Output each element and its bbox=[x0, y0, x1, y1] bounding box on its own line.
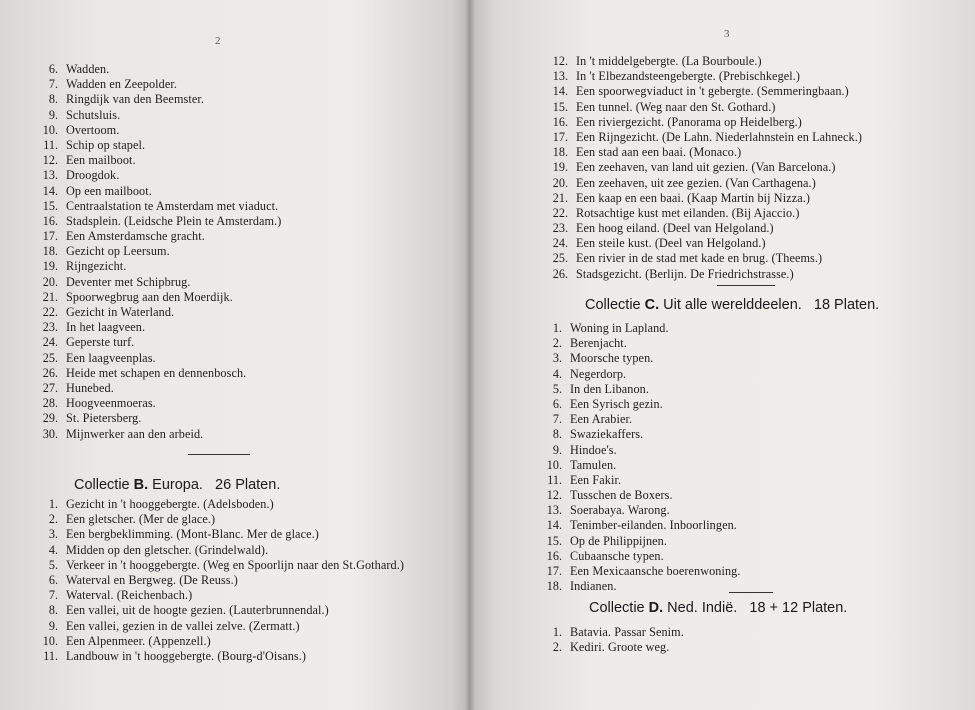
book-gutter bbox=[465, 0, 475, 710]
list-item bbox=[38, 153, 281, 168]
item-number: 13. bbox=[552, 69, 568, 84]
list-item bbox=[38, 351, 281, 366]
list-item bbox=[38, 543, 404, 558]
item-number: 25. bbox=[42, 350, 58, 365]
item-text: Cubaansche typen. bbox=[570, 548, 664, 563]
item-text: Een stad aan een baai. (Monaco.) bbox=[576, 145, 742, 160]
item-number: 28. bbox=[42, 396, 58, 411]
item-text: Een Alpenmeer. (Appenzell.) bbox=[66, 633, 211, 648]
collectie-c-prefix: Collectie bbox=[585, 297, 641, 313]
item-text: Overtoom. bbox=[66, 122, 120, 137]
item-text: In 't middelgebergte. (La Bourboule.) bbox=[576, 54, 762, 68]
item-text: Een mailboot. bbox=[66, 153, 136, 168]
item-number: 8. bbox=[48, 92, 58, 107]
list-item bbox=[542, 503, 741, 518]
collectie-d-title: Ned. Indië. 18 + 12 Platen. bbox=[667, 600, 848, 616]
list-item bbox=[548, 84, 862, 99]
item-text: Verkeer in 't hooggebergte. (Weg en Spoorlijn naar den St.Gothard.) bbox=[66, 557, 405, 572]
item-text: In den Libanon. bbox=[570, 381, 650, 396]
item-number: 9. bbox=[48, 107, 58, 122]
list-item bbox=[38, 168, 281, 183]
collectie-b-letter: B. bbox=[133, 477, 149, 493]
item-text: Een gletscher. (Mer de glace.) bbox=[66, 512, 216, 527]
item-text: Een kaap en een baai. (Kaap Martin bij Nizza.) bbox=[576, 190, 811, 205]
page-number-right: 3 bbox=[724, 28, 730, 40]
item-text: Een zeehaven, van land uit gezien. (Van Barcelona.) bbox=[576, 160, 836, 175]
item-text: Op de Philippijnen. bbox=[570, 533, 668, 548]
item-text: Deventer met Schipbrug. bbox=[66, 274, 191, 289]
item-number: 7. bbox=[48, 77, 58, 92]
item-number: 20. bbox=[42, 274, 58, 289]
list-item bbox=[548, 54, 862, 69]
list-item bbox=[38, 108, 281, 123]
item-number: 7. bbox=[552, 412, 562, 427]
list-item bbox=[542, 473, 741, 488]
item-text: Schip op stapel. bbox=[66, 137, 146, 152]
list-item bbox=[38, 335, 281, 350]
item-text: Schutsluis. bbox=[66, 107, 121, 122]
list-item bbox=[38, 305, 281, 320]
list-item bbox=[542, 534, 741, 549]
list-item bbox=[548, 100, 862, 115]
list-item bbox=[38, 649, 404, 664]
list-item bbox=[542, 397, 741, 412]
item-text: Waterval en Bergweg. (De Reuss.) bbox=[66, 572, 238, 587]
list-item bbox=[38, 527, 404, 542]
item-text: Landbouw in 't hooggebergte. (Bourg-d'Oisans.) bbox=[66, 648, 307, 663]
item-number: 16. bbox=[42, 213, 58, 228]
list-item bbox=[38, 275, 281, 290]
item-number: 21. bbox=[552, 190, 568, 205]
item-text: Centraalstation te Amsterdam met viaduct. bbox=[66, 198, 279, 213]
item-text: In het laagveen. bbox=[66, 320, 146, 335]
collectie-b-list bbox=[38, 497, 404, 664]
item-text: Een Arabier. bbox=[570, 412, 633, 427]
list-item bbox=[38, 244, 281, 259]
item-text: Waterval. (Reichenbach.) bbox=[66, 588, 193, 603]
list-item bbox=[38, 92, 281, 107]
item-number: 10. bbox=[42, 633, 58, 648]
item-text: Spoorwegbrug aan den Moerdijk. bbox=[66, 289, 233, 304]
list-item bbox=[548, 145, 862, 160]
list-item bbox=[38, 138, 281, 153]
item-text: Een vallei, gezien in de vallei zelve. (Zermatt.) bbox=[66, 618, 300, 633]
item-text: Een Fakir. bbox=[570, 472, 622, 487]
item-text: Stadsgezicht. (Berlijn. De Friedrichstrasse.) bbox=[576, 266, 794, 281]
list-item bbox=[542, 579, 741, 594]
item-text: Soerabaya. Warong. bbox=[570, 503, 670, 518]
item-text: St. Pietersberg. bbox=[66, 411, 142, 426]
item-number: 17. bbox=[552, 129, 568, 144]
item-number: 20. bbox=[552, 175, 568, 190]
item-number: 1. bbox=[552, 625, 562, 639]
list-item bbox=[542, 564, 741, 579]
item-number: 11. bbox=[43, 648, 58, 663]
collectie-d-letter: D. bbox=[648, 600, 664, 616]
list-item bbox=[38, 497, 404, 512]
item-number: 4. bbox=[48, 542, 58, 557]
list-item bbox=[38, 588, 404, 603]
item-number: 18. bbox=[546, 579, 562, 594]
item-text: Geperste turf. bbox=[66, 335, 135, 350]
collectie-b-prefix: Collectie bbox=[74, 477, 130, 493]
item-text: Een hoog eiland. (Deel van Helgoland.) bbox=[576, 221, 774, 236]
collectie-c-title: Uit alle werelddeelen. 18 Platen. bbox=[663, 297, 880, 313]
list-item bbox=[542, 412, 741, 427]
list-item bbox=[542, 321, 741, 336]
list-item bbox=[548, 176, 862, 191]
list-item bbox=[542, 336, 741, 351]
item-text: Rijngezicht. bbox=[66, 259, 127, 274]
item-number: 16. bbox=[552, 114, 568, 129]
section-divider bbox=[188, 454, 250, 455]
list-item bbox=[548, 221, 862, 236]
item-text: Hindoe's. bbox=[570, 442, 617, 457]
collectie-c-heading bbox=[585, 297, 879, 313]
item-text: Een spoorwegviaduct in 't gebergte. (Semmeringbaan.) bbox=[576, 84, 849, 99]
list-item bbox=[542, 382, 741, 397]
list-item bbox=[38, 619, 404, 634]
list-item bbox=[38, 366, 281, 381]
item-text: Een laagveenplas. bbox=[66, 350, 156, 365]
item-number: 3. bbox=[48, 527, 58, 542]
item-number: 26. bbox=[552, 266, 568, 281]
list-item bbox=[548, 69, 862, 84]
item-number: 5. bbox=[48, 557, 58, 572]
item-number: 3. bbox=[552, 351, 562, 366]
item-number: 8. bbox=[48, 603, 58, 618]
item-text: Wadden. bbox=[66, 62, 110, 76]
item-number: 19. bbox=[42, 259, 58, 274]
item-number: 1. bbox=[48, 497, 58, 511]
left-page bbox=[0, 0, 470, 710]
right-page bbox=[470, 0, 975, 710]
list-item bbox=[38, 184, 281, 199]
item-number: 15. bbox=[546, 533, 562, 548]
item-number: 17. bbox=[546, 564, 562, 578]
item-number: 19. bbox=[552, 160, 568, 175]
item-text: Een bergbeklimming. (Mont-Blanc. Mer de glace.) bbox=[66, 527, 319, 542]
list-item bbox=[38, 573, 404, 588]
collectie-b-heading bbox=[74, 477, 280, 493]
item-text: Een zeehaven, uit zee gezien. (Van Carthagena.) bbox=[576, 175, 816, 190]
list-item bbox=[548, 130, 862, 145]
item-text: Een riviergezicht. (Panorama op Heidelberg.) bbox=[576, 114, 802, 129]
item-number: 15. bbox=[552, 99, 568, 114]
item-text: Gezicht op Leersum. bbox=[66, 244, 170, 259]
item-text: In 't Elbezandsteengebergte. (Prebischkegel.) bbox=[576, 69, 801, 84]
item-number: 6. bbox=[48, 62, 58, 76]
item-text: Een Rijngezicht. (De Lahn. Niederlahnstein en Lahneck.) bbox=[576, 129, 863, 144]
list-item bbox=[542, 549, 741, 564]
item-number: 18. bbox=[552, 145, 568, 160]
list-item bbox=[38, 603, 404, 618]
item-number: 6. bbox=[48, 572, 58, 587]
list-item bbox=[38, 320, 281, 335]
item-text: Een steile kust. (Deel van Helgoland.) bbox=[576, 236, 766, 251]
item-number: 23. bbox=[42, 320, 58, 335]
collectie-d-heading bbox=[589, 600, 847, 616]
list-item bbox=[38, 381, 281, 396]
list-item bbox=[548, 267, 862, 282]
item-number: 24. bbox=[42, 335, 58, 350]
item-text: Een Amsterdamsche gracht. bbox=[66, 229, 205, 244]
item-number: 10. bbox=[42, 122, 58, 137]
item-number: 2. bbox=[552, 640, 562, 655]
list-item bbox=[38, 199, 281, 214]
item-number: 13. bbox=[546, 503, 562, 518]
item-text: Hoogveenmoeras. bbox=[66, 396, 156, 411]
item-number: 6. bbox=[552, 396, 562, 411]
page-number-left: 2 bbox=[215, 35, 221, 47]
item-text: Een tunnel. (Weg naar den St. Gothard.) bbox=[576, 99, 776, 114]
item-number: 10. bbox=[546, 457, 562, 472]
item-text: Een Mexicaansche boerenwoning. bbox=[570, 564, 741, 578]
item-number: 24. bbox=[552, 236, 568, 251]
item-text: Kediri. Groote weg. bbox=[570, 640, 670, 655]
item-text: Droogdok. bbox=[66, 168, 120, 183]
item-number: 17. bbox=[42, 229, 58, 244]
item-text: Midden op den gletscher. (Grindelwald). bbox=[66, 542, 269, 557]
list-item bbox=[38, 123, 281, 138]
list-item bbox=[542, 458, 741, 473]
item-text: Heide met schapen en dennenbosch. bbox=[66, 365, 247, 380]
item-number: 18. bbox=[42, 244, 58, 259]
item-text: Indianen. bbox=[570, 579, 617, 594]
item-number: 11. bbox=[43, 137, 58, 152]
item-number: 11. bbox=[547, 472, 562, 487]
item-text: Berenjacht. bbox=[570, 336, 627, 351]
item-text: Gezicht in 't hooggebergte. (Adelsboden.) bbox=[66, 497, 274, 511]
item-text: Gezicht in Waterland. bbox=[66, 305, 175, 319]
item-number: 2. bbox=[48, 512, 58, 527]
item-number: 1. bbox=[552, 321, 562, 335]
item-number: 2. bbox=[552, 336, 562, 351]
item-number: 22. bbox=[42, 305, 58, 319]
collectie-b-title: Europa. 26 Platen. bbox=[152, 477, 281, 493]
item-number: 14. bbox=[546, 518, 562, 533]
item-number: 22. bbox=[552, 205, 568, 220]
item-number: 29. bbox=[42, 411, 58, 426]
list-item bbox=[548, 251, 862, 266]
list-item bbox=[38, 427, 281, 442]
item-number: 4. bbox=[552, 366, 562, 381]
list-item bbox=[38, 512, 404, 527]
item-text: Wadden en Zeepolder. bbox=[66, 77, 177, 92]
item-number: 16. bbox=[546, 548, 562, 563]
item-number: 7. bbox=[48, 588, 58, 603]
list-item bbox=[38, 558, 404, 573]
item-text: Negerdorp. bbox=[570, 366, 627, 381]
list-item bbox=[38, 214, 281, 229]
collectie-c-list bbox=[542, 321, 741, 594]
item-number: 12. bbox=[552, 54, 568, 68]
list-item bbox=[548, 191, 862, 206]
list-item bbox=[38, 634, 404, 649]
list-item bbox=[542, 518, 741, 533]
item-text: Op een mailboot. bbox=[66, 183, 152, 198]
list-item bbox=[548, 206, 862, 221]
collectie-c-letter: C. bbox=[644, 297, 660, 313]
item-text: Moorsche typen. bbox=[570, 351, 654, 366]
list-item bbox=[38, 290, 281, 305]
item-number: 9. bbox=[552, 442, 562, 457]
item-number: 26. bbox=[42, 365, 58, 380]
item-number: 14. bbox=[42, 183, 58, 198]
list-item bbox=[38, 77, 281, 92]
list-item bbox=[38, 411, 281, 426]
list-item bbox=[542, 427, 741, 442]
list-item bbox=[542, 488, 741, 503]
list-item bbox=[542, 640, 684, 655]
item-text: Tenimber-eilanden. Inboorlingen. bbox=[570, 518, 737, 533]
item-number: 23. bbox=[552, 221, 568, 236]
list-item bbox=[38, 259, 281, 274]
collectie-d-prefix: Collectie bbox=[589, 600, 645, 616]
list-item bbox=[548, 115, 862, 130]
item-number: 9. bbox=[48, 618, 58, 633]
list-item bbox=[548, 236, 862, 251]
collectie-b-list-continued bbox=[548, 54, 862, 282]
item-text: Woning in Lapland. bbox=[570, 321, 669, 335]
list-item bbox=[542, 625, 684, 640]
item-number: 15. bbox=[42, 198, 58, 213]
section-divider bbox=[717, 285, 775, 286]
item-number: 12. bbox=[42, 153, 58, 168]
item-number: 14. bbox=[552, 84, 568, 99]
list-item bbox=[548, 160, 862, 175]
item-text: Ringdijk van den Beemster. bbox=[66, 92, 204, 107]
item-text: Stadsplein. (Leidsche Plein te Amsterdam.) bbox=[66, 213, 282, 228]
list-item bbox=[38, 229, 281, 244]
list-item bbox=[38, 62, 281, 77]
item-text: Tusschen de Boxers. bbox=[570, 488, 673, 503]
item-text: Rotsachtige kust met eilanden. (Bij Ajaccio.) bbox=[576, 205, 800, 220]
item-number: 25. bbox=[552, 251, 568, 266]
item-text: Een Syrisch gezin. bbox=[570, 396, 663, 411]
item-number: 8. bbox=[552, 427, 562, 442]
list-item bbox=[38, 396, 281, 411]
item-number: 13. bbox=[42, 168, 58, 183]
list-item bbox=[542, 351, 741, 366]
item-text: Batavia. Passar Senim. bbox=[570, 625, 684, 639]
item-text: Tamulen. bbox=[570, 457, 617, 472]
item-number: 21. bbox=[42, 289, 58, 304]
collectie-a-list bbox=[38, 62, 281, 442]
item-text: Een rivier in de stad met kade en brug. (Theems.) bbox=[576, 251, 823, 266]
item-text: Een vallei, uit de hoogte gezien. (Lauterbrunnendal.) bbox=[66, 603, 329, 618]
section-divider bbox=[729, 592, 773, 593]
collectie-d-list bbox=[542, 625, 684, 655]
item-text: Mijnwerker aan den arbeid. bbox=[66, 426, 204, 441]
list-item bbox=[542, 443, 741, 458]
item-number: 30. bbox=[42, 426, 58, 441]
item-number: 27. bbox=[42, 380, 58, 395]
item-number: 12. bbox=[546, 488, 562, 503]
item-text: Swaziekaffers. bbox=[570, 427, 644, 442]
item-text: Hunebed. bbox=[66, 380, 114, 395]
item-number: 5. bbox=[552, 381, 562, 396]
list-item bbox=[542, 367, 741, 382]
